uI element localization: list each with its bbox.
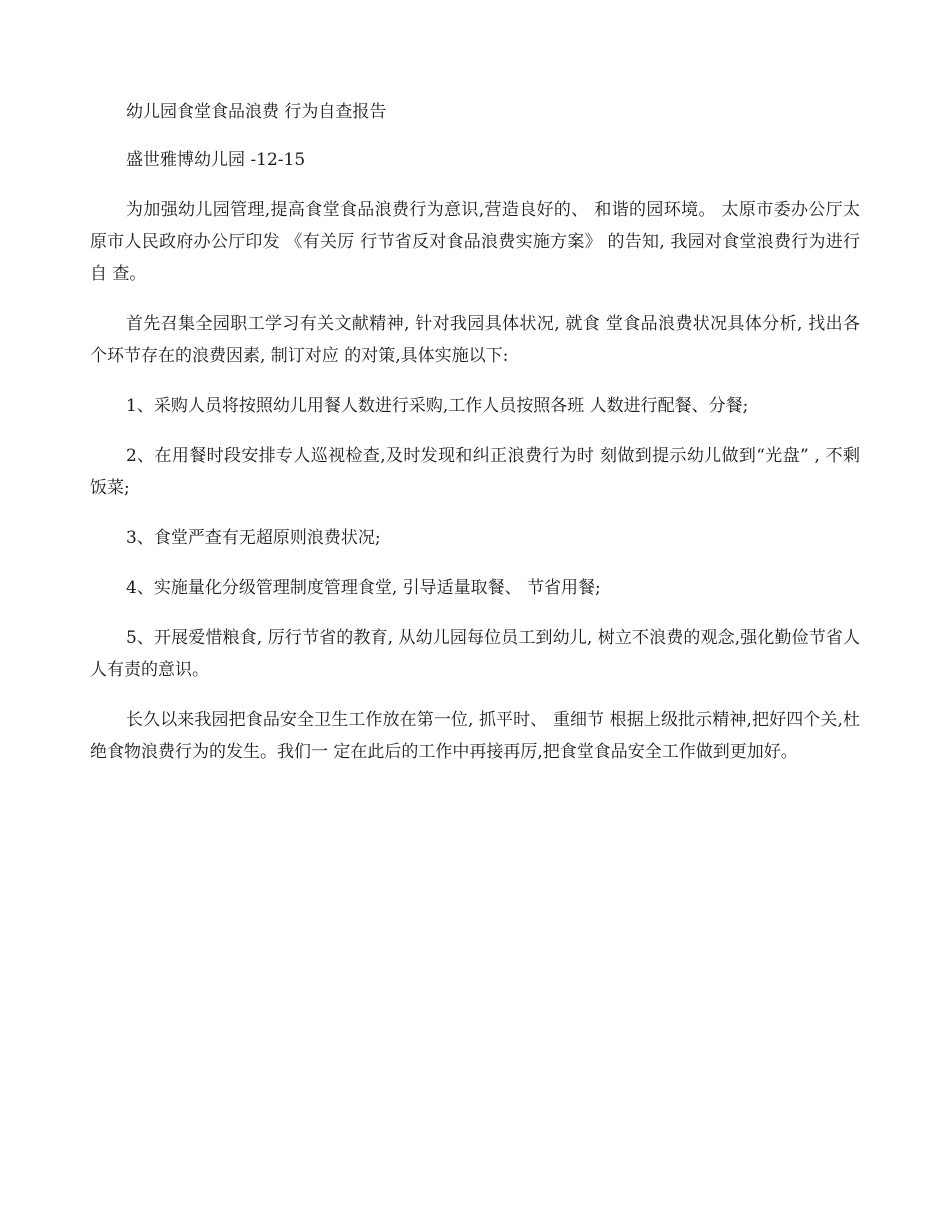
list-item-4: 4、实施量化分级管理制度管理食堂, 引导适量取餐、 节省用餐;	[126, 578, 601, 598]
list-item-2: 2、在用餐时段安排专人巡视检查,及时发现和纠正浪费行为时 刻做到提示幼儿做到“光盘” , 不剩饭菜;	[90, 446, 860, 498]
paragraph-analysis: 首先召集全园职工学习有关文献精神, 针对我园具体状况, 就食 堂食品浪费状况具体分析, 找出各个环节存在的浪费因素, 制订对应 的对策,具体实施以下:	[90, 314, 860, 366]
document-body	[90, 96, 860, 786]
list-item-1: 1、采购人员将按照幼儿用餐人数进行采购,工作人员按照各班 人数进行配餐、分餐;	[126, 396, 749, 416]
document-title: 幼儿园食堂食品浪费 行为自查报告	[126, 102, 387, 122]
list-item-5: 5、开展爱惜粮食, 厉行节省的教育, 从幼儿园每位员工到幼儿, 树立不浪费的观念,强化勤俭节省人人有责的意识。	[90, 628, 860, 680]
list-item-3: 3、食堂严查有无超原则浪费状况;	[126, 528, 381, 548]
paragraph-conclusion: 长久以来我园把食品安全卫生工作放在第一位, 抓平时、 重细节 根据上级批示精神,把好四个关,杜绝食物浪费行为的发生。我们一 定在此后的工作中再接再厉,把食堂食品安全工作做到更加好。	[90, 710, 860, 762]
author-date-line: 盛世雅博幼儿园 -12-15	[126, 150, 306, 170]
paragraph-intro: 为加强幼儿园管理,提高食堂食品浪费行为意识,营造良好的、 和谐的园环境。 太原市委办公厅太原市人民政府办公厅印发 《有关厉 行节省反对食品浪费实施方案》 的告知, 我园对食堂浪费行为进行自 查。	[90, 200, 860, 284]
